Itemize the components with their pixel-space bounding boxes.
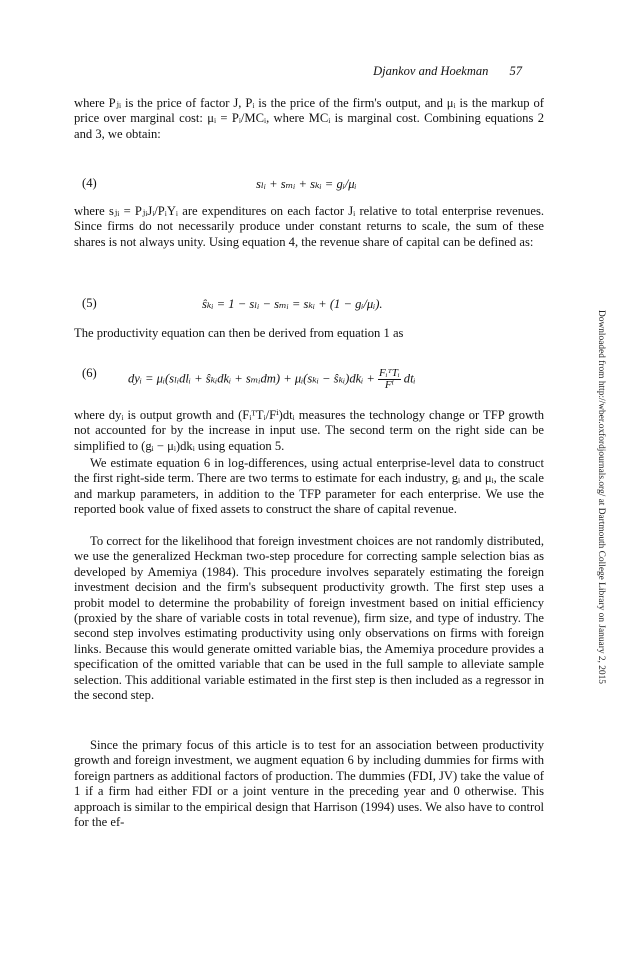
fraction [378, 368, 401, 391]
paragraph-text: where Pⱼᵢ is the price of factor J, Pᵢ is the price of the firm's output, and μᵢ is the markup of price over marginal cost: μᵢ = Pᵢ/MCᵢ, where MCᵢ is marginal cost. Combining equations 2 and 3, we obtain: [74, 96, 544, 141]
equation-number: (6) [82, 366, 97, 380]
equation-6 [74, 366, 544, 391]
equation-number: (4) [82, 176, 97, 190]
equation-expression: ŝₖᵢ = 1 − sₗᵢ − sₘᵢ = sₖᵢ + (1 − gᵢ/μᵢ). [202, 297, 383, 311]
equation-number: (5) [82, 296, 97, 310]
equation-expression: sₗᵢ + sₘᵢ + sₖᵢ = gᵢ/μᵢ [256, 177, 357, 191]
fraction-denominator: Fⁱ [384, 379, 394, 391]
paragraph-text: where sⱼᵢ = PⱼᵢJᵢ/PᵢYᵢ are expenditures on each factor Jᵢ relative to total enterprise revenues. Since firms do not necessarily produce under constant returns to scale, the sum of these shares is not always unity. Using equation 4, the revenue share of capital can be defined as: [74, 204, 544, 249]
paragraph-text: The productivity equation can then be derived from equation 1 as [74, 326, 404, 340]
equation-4 [74, 176, 544, 194]
equation-main: dyᵢ = μᵢ(sₗᵢdlᵢ + ŝₖᵢdkᵢ + sₘᵢdm) + μᵢ(sₖᵢ − ŝₖᵢ)dkᵢ + [128, 371, 375, 386]
paragraph-5 [74, 456, 544, 518]
download-notice: Downloaded from http://wber.oxfordjournals.org/ at Dartmouth College Library on January 2, 2015 [596, 310, 606, 684]
equation-expression [128, 368, 416, 391]
equation-5 [74, 296, 544, 314]
paragraph-4 [74, 408, 544, 454]
header-authors: Djankov and Hoekman [373, 64, 489, 78]
paragraph-6 [74, 534, 544, 703]
paragraph-3 [74, 326, 544, 341]
download-watermark [594, 248, 606, 748]
page-number: 57 [509, 64, 522, 78]
paragraph-text: We estimate equation 6 in log-differences, using actual enterprise-level data to construct the first right-side term. There are two terms to estimate for each industry, gᵢ and μᵢ, the scale and markup parameters, in addition to the TFP parameter for each enterprise. We use the reported book value of fixed assets to construct the share of capital revenue. [74, 456, 544, 517]
paragraph-text: To correct for the likelihood that foreign investment choices are not randomly distributed, we use the generalized Heckman two-step procedure for correcting sample selection bias as developed by Amemiya (1984). This procedure involves separately estimating the foreign investment decision and the firm's subsequent productivity growth. The first step uses a probit model to determine the probability of foreign investment based on initial efficiency (proxied by the share of variable costs in total revenue), firm size, and type of industry. The second step involves estimating productivity using only observations on firms with foreign links. Because this would generate omitted variable bias, the Amemiya procedure provides a specification of the omitted variable that can be used in the full sample to alleviate sample selection. This additional variable estimated in the first step is then included as a regressor in the second step. [74, 534, 544, 703]
paragraph-7 [74, 738, 544, 830]
paragraph-2 [74, 204, 544, 250]
paragraph-1 [74, 96, 544, 142]
paragraph-text: Since the primary focus of this article is to test for an association between productivity growth and foreign investment, we augment equation 6 by including dummies for firms with foreign partners as additional factors of production. The dummies (FDI, JV) take the value of 1 if a firm had either FDI or a joint venture in the preceding year and 0 otherwise. This approach is similar to the empirical design that Harrison (1994) uses. We also have to control for the ef- [74, 738, 544, 830]
equation-tail: dtᵢ [403, 371, 416, 386]
fraction-numerator: FᵢᵀTᵢ [379, 367, 400, 379]
running-header [373, 64, 522, 79]
paragraph-text: where dyᵢ is output growth and (FᵢᵀTᵢ/Fⁱ)dtᵢ measures the technology change or TFP growth not accounted for by the increase in input use. The second term on the right side can be simplified to (gᵢ − μᵢ)dkᵢ using equation 5. [74, 408, 544, 453]
